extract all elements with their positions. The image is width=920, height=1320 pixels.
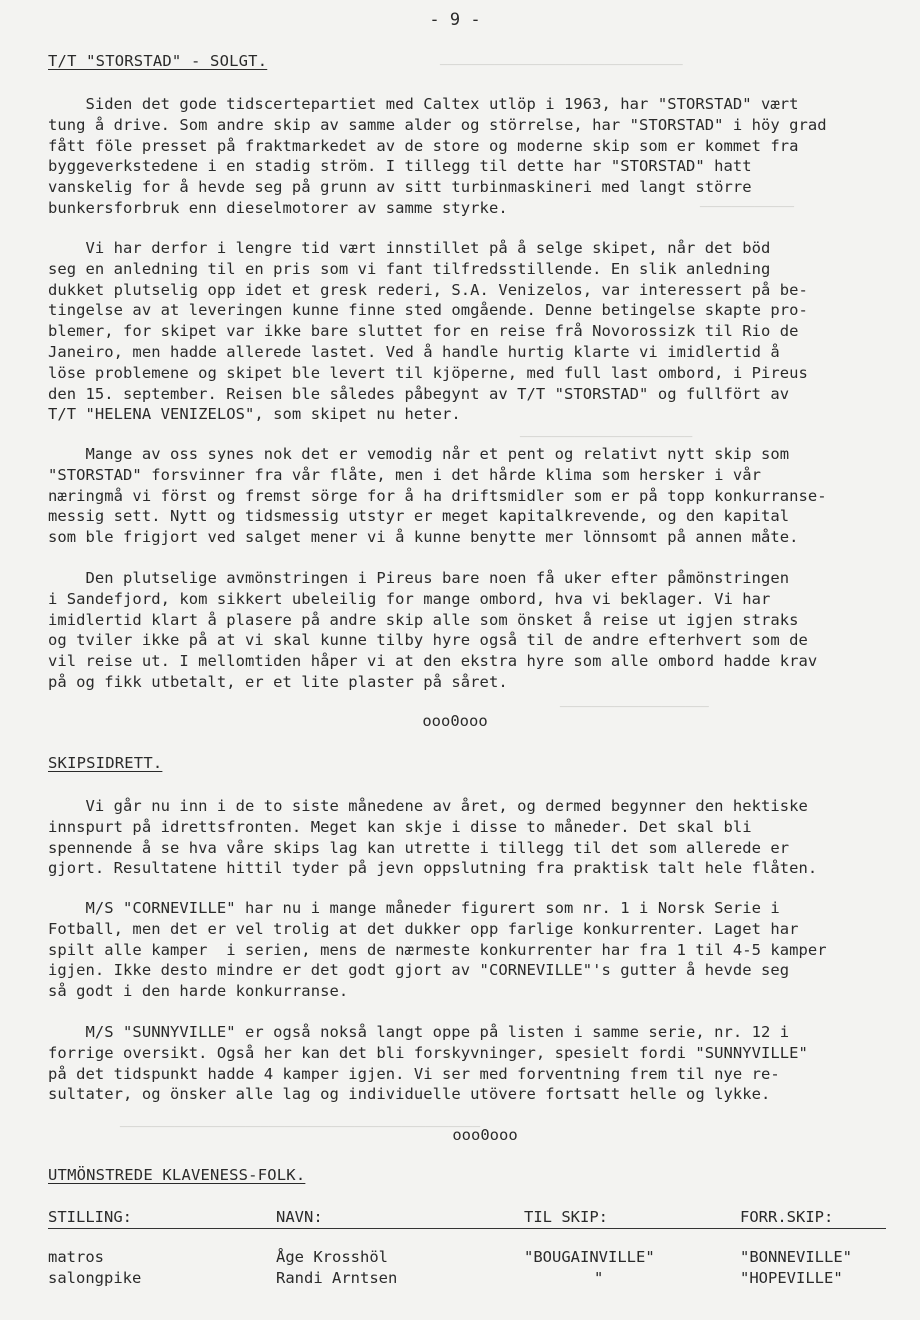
cell-navn: Åge Krosshöl (276, 1248, 388, 1266)
bleed-through-texture: ────────────────────────────────────────────── (120, 1120, 481, 1135)
bleed-through-texture: ─────────────────── (560, 700, 709, 715)
cell-forr-skip: "HOPEVILLE" (740, 1269, 843, 1287)
paragraph: Vi har derfor i lengre tid vært innstillet på å selge skipet, når det böd seg en anledning til en pris som vi fant tilfredsstillende. En slik anledning dukket plutselig opp idet et gresk rederi, S.A. Venizelos, var interessert på be- tingelse av at leveringen kunne finne sted omgående. Denne betingelse skapte pro- blemer, for skipet var ikke bare sluttet for en reise frå Novorossizk til Rio de Janeiro, men hadde allerede lastet. Ved å handle hurtig klarte vi imidlertid å löse problemene og skipet ble levert til kjöperne, med full last ombord, i Pireus den 15. september. Reisen ble således påbegynt av T/T "STORSTAD" og fullfört av T/T "HELENA VENIZELOS", som skipet nu heter. (48, 239, 808, 424)
paragraph: M/S "SUNNYVILLE" er også nokså langt oppe på listen i samme serie, nr. 12 i forrige oversikt. Også her kan det bli forskyvninger, spesielt fordi "SUNNYVILLE" på det tidspunkt hadde 4 kamper igjen. Vi ser med forventning frem til nye re- sultater, og önsker alle lag og individuelle utövere fortsatt helle og lykke. (48, 1023, 808, 1104)
cell-forr-skip: "BONNEVILLE" (740, 1248, 852, 1266)
table-header-rule (48, 1228, 886, 1229)
cell-navn: Randi Arntsen (276, 1269, 398, 1287)
cell-til-skip: " (594, 1269, 604, 1287)
column-header-forr-skip: FORR.SKIP: (740, 1208, 834, 1226)
paragraph: Siden det gode tidscertepartiet med Caltex utlöp i 1963, har "STORSTAD" vært tung å drive. Som andre skip av samme alder og störrelse, har "STORSTAD" i höy grad fått föle presset på fraktmarkedet av de store og moderne skip som er kommet fra byggeverkstedene i en stadig ström. I tillegg til dette har "STORSTAD" hatt vanskelig for å hevde seg på grunn av sitt turbinmaskineri med langt större bunkersforbruk enn dieselmotorer av samme styrke. (48, 95, 827, 217)
cell-til-skip: "BOUGAINVILLE" (524, 1248, 655, 1266)
cell-stilling: matros (48, 1248, 104, 1266)
cell-stilling: salongpike (48, 1269, 142, 1287)
page-number: - 9 - (429, 10, 481, 30)
bleed-through-texture: ────────────────────── (520, 430, 693, 445)
bleed-through-texture: ──────────── (700, 200, 794, 215)
column-header-navn: NAVN: (276, 1208, 323, 1226)
section-title-skipsidrett: SKIPSIDRETT. (48, 754, 163, 772)
paragraph: M/S "CORNEVILLE" har nu i mange måneder figurert som nr. 1 i Norsk Serie i Fotball, men det er vel trolig at det dukker opp farlige konkurrenter. Laget har spilt alle kamper i serien, mens de nærmeste konkurrenter har fra 1 til 4-5 kamper igjen. Ikke desto mindre er det godt gjort av "CORNEVILLE"'s gutter å hevde seg så godt i den harde konkurranse. (48, 899, 827, 1001)
paragraph: Mange av oss synes nok det er vemodig når et pent og relativt nytt skip som "STORSTAD" forsvinner fra vår flåte, men i det hårde klima som hersker i vår næringmå vi först og fremst sörge for å ha driftsmidler som er på topp konkurranse- messig sett. Nytt og tidsmessig utstyr er meget kapitalkrevende, og den kapital som ble frigjort ved salget mener vi å kunne benytte mer lönnsomt på annen måte. (48, 445, 827, 547)
section-title-utmonstrede: UTMÖNSTREDE KLAVENESS-FOLK. (48, 1166, 306, 1184)
column-header-til-skip: TIL SKIP: (524, 1208, 608, 1226)
column-header-stilling: STILLING: (48, 1208, 132, 1226)
bleed-through-texture: ─────────────────────────────── (440, 58, 683, 73)
separator: ooo0ooo (452, 1126, 518, 1144)
paragraph: Den plutselige avmönstringen i Pireus bare noen få uker efter påmönstringen i Sandefjord, kom sikkert ubeleilig for mange ombord, hva vi beklager. Vi har imidlertid klart å plasere på andre skip alle som önsket å reise ut igjen straks og tviler ikke på at vi skal kunne tilby hyre også til de andre efterhvert som de vil reise ut. I mellomtiden håper vi at den ekstra hyre som alle ombord hadde krav på og fikk utbetalt, er et lite plaster på såret. (48, 569, 818, 691)
paragraph: Vi går nu inn i de to siste månedene av året, og dermed begynner den hektiske innspurt på idrettsfronten. Meget kan skje i disse to måneder. Det skal bli spennende å se hva våre skips lag kan utrette i tillegg til det som allerede er gjort. Resultatene hittil tyder på jevn oppslutning fra praktisk talt hele flåten. (48, 797, 818, 878)
section-title-storstad: T/T "STORSTAD" - SOLGT. (48, 52, 268, 70)
separator: ooo0ooo (422, 712, 488, 730)
